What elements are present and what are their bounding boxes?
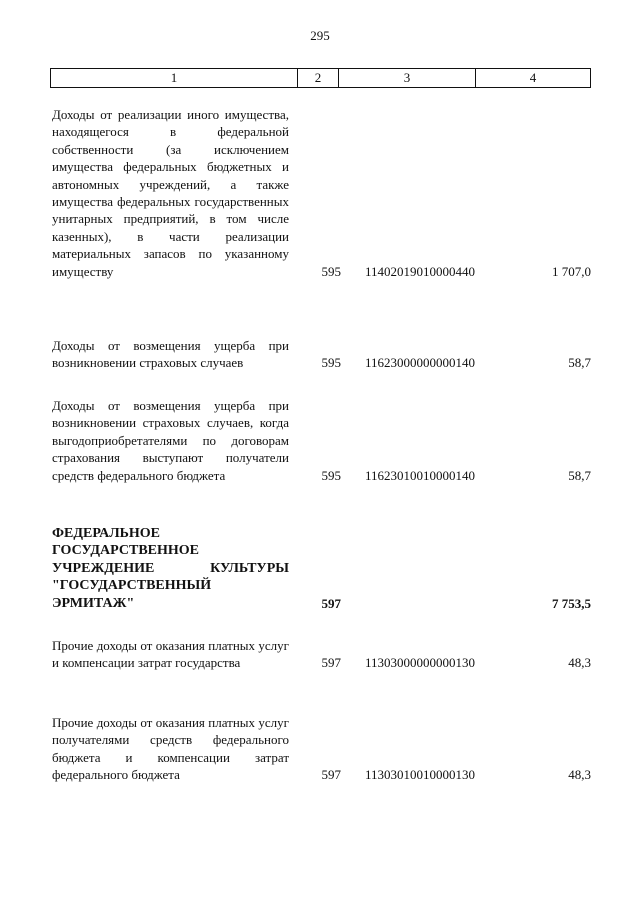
header-col-1: 1 xyxy=(170,70,178,85)
row-classification-code: 11303010010000130 xyxy=(364,767,476,783)
table-row xyxy=(52,637,591,672)
row-admin-code: 595 xyxy=(321,355,341,371)
row-amount: 48,3 xyxy=(568,655,591,671)
table-row xyxy=(52,714,591,784)
header-col-4: 4 xyxy=(475,69,590,87)
row-amount: 1 707,0 xyxy=(552,263,591,279)
row-classification-code: 11303000000000130 xyxy=(364,655,476,671)
table-row xyxy=(52,106,591,280)
row-admin-code: 595 xyxy=(321,467,341,483)
row-description: Доходы от возмещения ущерба при возникновении страховых случаев xyxy=(52,338,289,371)
row-amount: 58,7 xyxy=(568,467,591,483)
row-amount: 48,3 xyxy=(568,767,591,783)
header-col-2: 2 xyxy=(297,69,338,87)
page-number: 295 xyxy=(310,28,330,43)
row-description: Прочие доходы от оказания платных услуг получателями средств федерального бюджета и компенсации затрат федерального бюджета xyxy=(52,715,289,783)
table-row xyxy=(52,525,591,612)
header-col-3: 3 xyxy=(338,69,475,87)
table-row xyxy=(52,337,591,372)
row-classification-code: 11402019010000440 xyxy=(364,263,476,279)
row-admin-code: 595 xyxy=(321,263,341,279)
row-admin-code: 597 xyxy=(321,595,341,611)
row-amount: 58,7 xyxy=(568,355,591,371)
row-description: Доходы от возмещения ущерба при возникновении страховых случаев, когда выгодоприобретателями по договорам страхования выступают получатели средств федерального бюджета xyxy=(52,398,289,483)
row-admin-code: 597 xyxy=(321,655,341,671)
row-classification-code: 11623010010000140 xyxy=(364,467,476,483)
row-admin-code: 597 xyxy=(321,767,341,783)
row-classification-code: 11623000000000140 xyxy=(364,355,476,371)
row-description: Доходы от реализации иного имущества, находящегося в федеральной собственности (за исключением имущества федеральных бюджетных и автономных учреждений, а также имущества федеральных государственных унитарных предприятий, в том числе казенных), в части реализации материальных запасов по указанному имуществу xyxy=(52,107,289,279)
row-amount: 7 753,5 xyxy=(552,595,591,611)
row-description: Прочие доходы от оказания платных услуг и компенсации затрат государства xyxy=(52,638,289,671)
row-description: ФЕДЕРАЛЬНОЕ ГОСУДАРСТВЕННОЕ УЧРЕЖДЕНИЕ КУЛЬТУРЫ "ГОСУДАРСТВЕННЫЙ ЭРМИТАЖ" xyxy=(52,526,289,611)
table-header xyxy=(50,68,591,88)
table-row xyxy=(52,397,591,484)
